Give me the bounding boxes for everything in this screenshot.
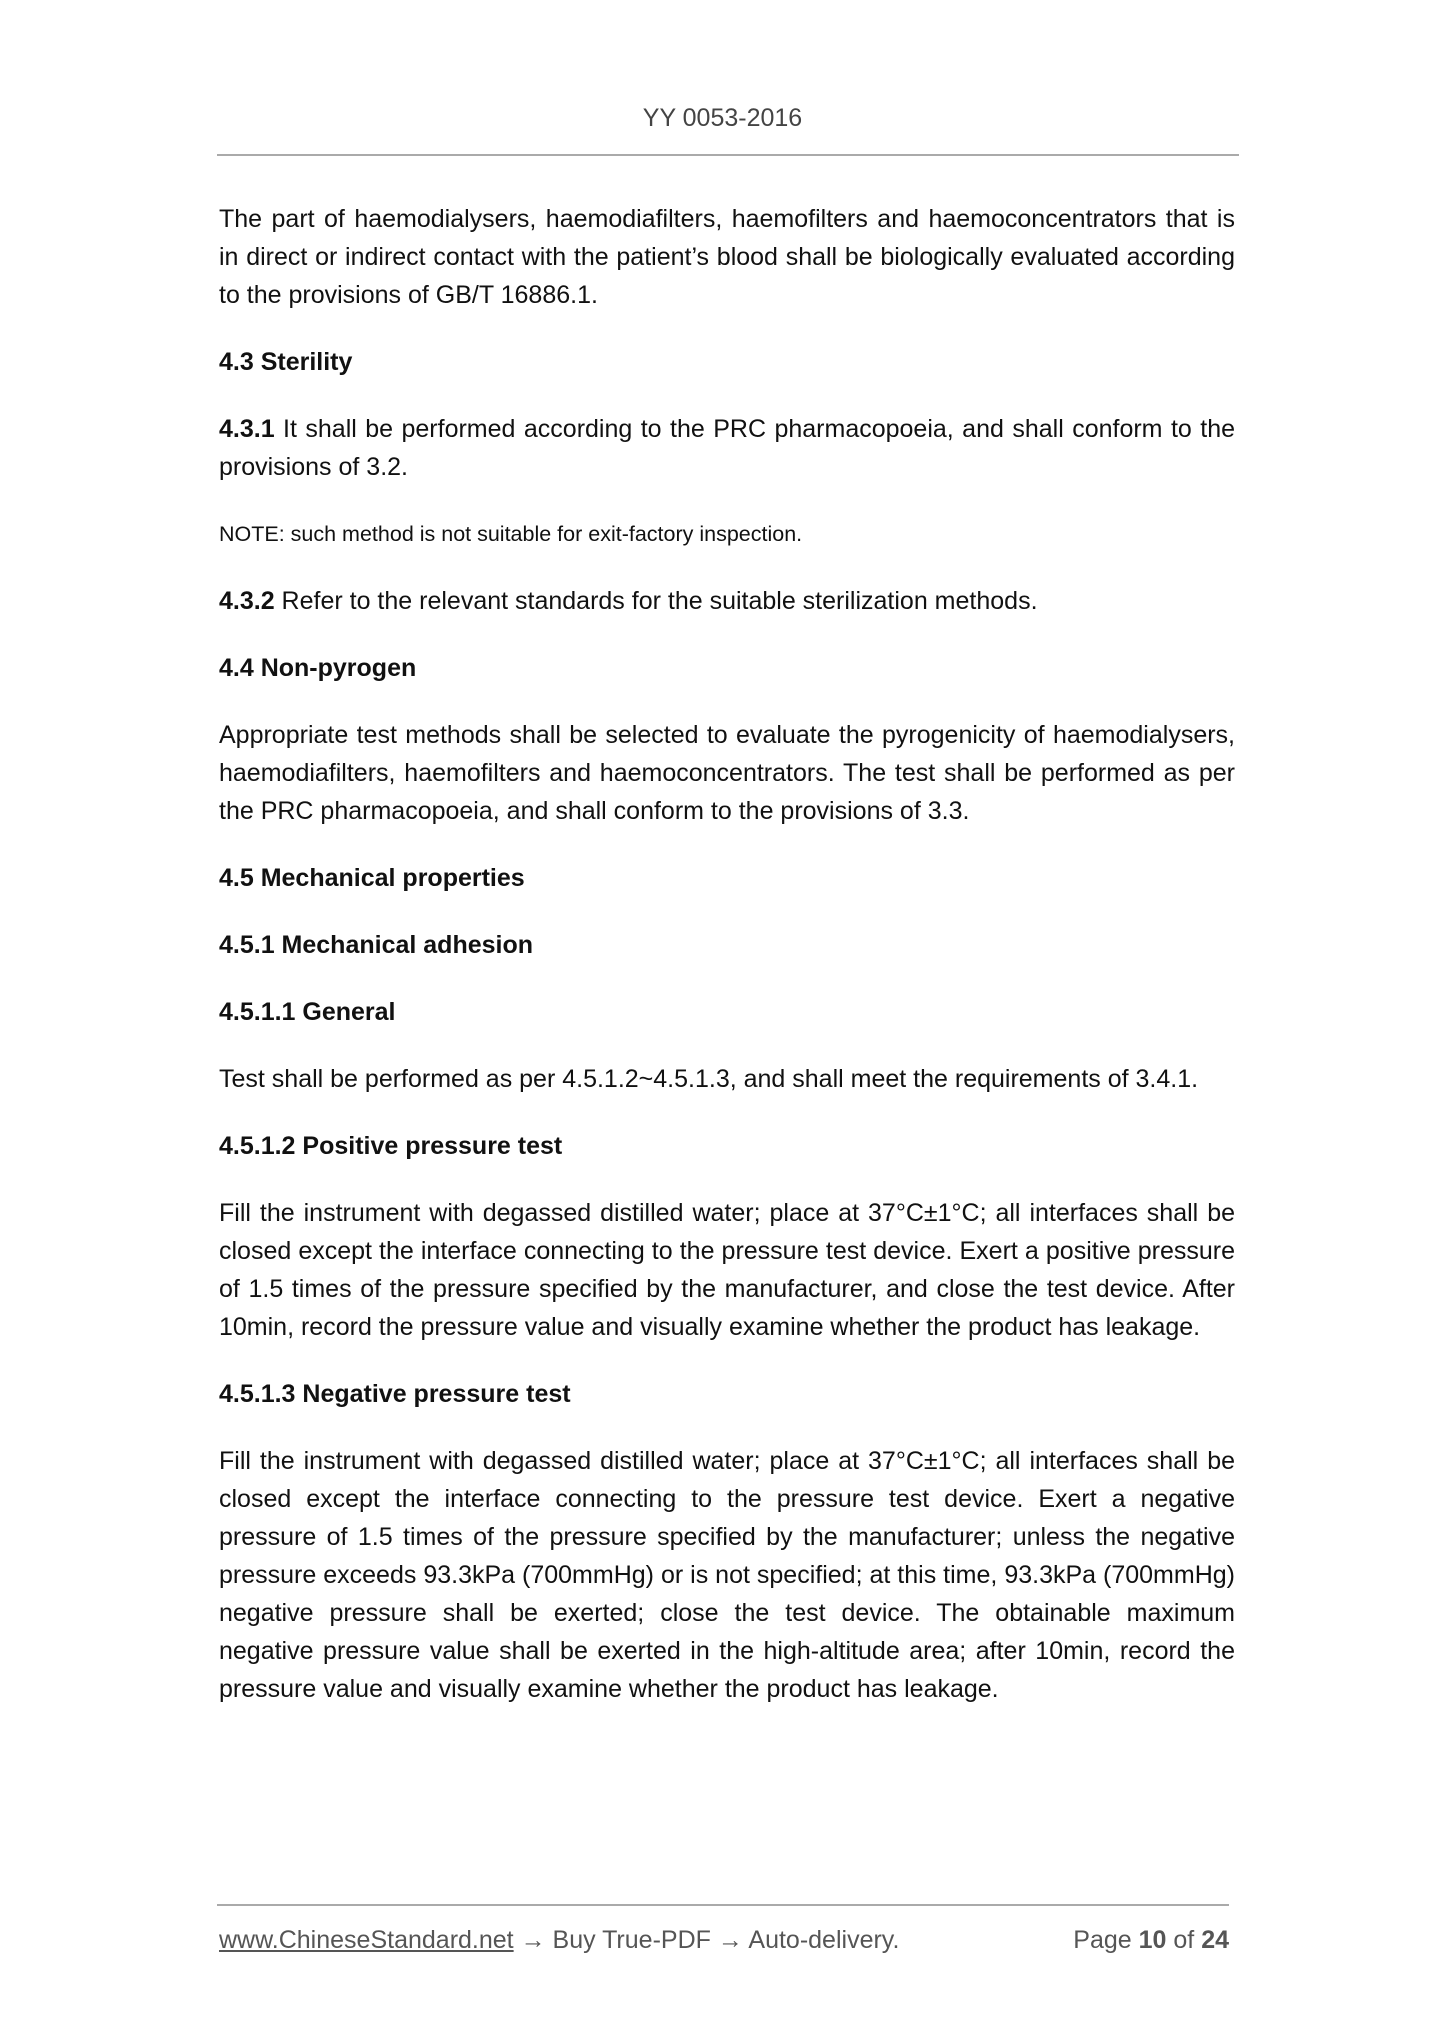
page-number: 10 [1138, 1926, 1167, 1954]
clause-number: 4.3.1 [219, 415, 275, 443]
heading-4-5-1-1: 4.5.1.1 General [219, 998, 396, 1026]
header-divider [217, 154, 1239, 156]
document-body [219, 200, 1235, 1737]
heading-4-5-1-3: 4.5.1.3 Negative pressure test [219, 1380, 571, 1408]
page-total: 24 [1201, 1926, 1229, 1954]
paragraph-4-5-1-3: Fill the instrument with degassed distilled water; place at 37°C±1°C; all interfaces shall be closed except the interface connecting to the pressure test device. Exert a negative pressure of 1.5 times of the pressure specified by the manufacturer; unless the negative pressure exceeds 93.3kPa (700mmHg) or is not specified; at this time, 93.3kPa (700mmHg) negative pressure shall be exerted; close the test device. The obtainable maximum negative pressure value shall be exerted in the high-altitude area; after 10min, record the pressure value and visually examine whether the product has leakage. [219, 1447, 1235, 1703]
clause-text: Refer to the relevant standards for the suitable sterilization methods. [274, 587, 1038, 615]
page-indicator [1073, 1926, 1229, 1955]
footer-divider [217, 1904, 1229, 1906]
heading-4-5-1: 4.5.1 Mechanical adhesion [219, 931, 534, 959]
paragraph-4-5-1-2: Fill the instrument with degassed distilled water; place at 37°C±1°C; all interfaces shall be closed except the interface connecting to the pressure test device. Exert a positive pressure of 1.5 times of the pressure specified by the manufacturer, and close the test device. After 10min, record the pressure value and visually examine whether the product has leakage. [219, 1199, 1235, 1341]
clause-text: It shall be performed according to the PRC pharmacopoeia, and shall conform to the provisions of 3.2. [219, 415, 1235, 481]
paragraph-4-3-1 [219, 410, 1235, 486]
heading-4-4: 4.4 Non-pyrogen [219, 654, 417, 682]
website-link[interactable]: www.ChineseStandard.net [219, 1926, 514, 1954]
heading-4-5: 4.5 Mechanical properties [219, 864, 525, 892]
footer [219, 1926, 1229, 1955]
page-label: Page [1073, 1926, 1132, 1954]
of-label: of [1173, 1926, 1195, 1954]
document-id-header: YY 0053-2016 [642, 104, 803, 132]
paragraph-4-4: Appropriate test methods shall be selected to evaluate the pyrogenicity of haemodialysers, haemodiafilters, haemofilters and haemoconcentrators. The test shall be performed as per the PRC pharmacopoeia, and shall conform to the provisions of 3.3. [219, 721, 1235, 825]
heading-4-5-1-2: 4.5.1.2 Positive pressure test [219, 1132, 563, 1160]
footer-promo [219, 1926, 899, 1955]
paragraph-4-3-2 [219, 582, 1235, 620]
clause-number: 4.3.2 [219, 587, 275, 615]
paragraph-4-5-1-1: Test shall be performed as per 4.5.1.2~4.5.1.3, and shall meet the requirements of 3.4.1. [219, 1065, 1199, 1093]
note: NOTE: such method is not suitable for exit-factory inspection. [219, 522, 803, 546]
footer-tagline: → Buy True-PDF → Auto-delivery. [513, 1926, 900, 1954]
paragraph-biocompat: The part of haemodialysers, haemodiafilters, haemofilters and haemoconcentrators that is in direct or indirect contact with the patient’s blood shall be biologically evaluated according to the provisions of GB/T 16886.1. [219, 205, 1235, 309]
heading-4-3: 4.3 Sterility [219, 348, 353, 376]
